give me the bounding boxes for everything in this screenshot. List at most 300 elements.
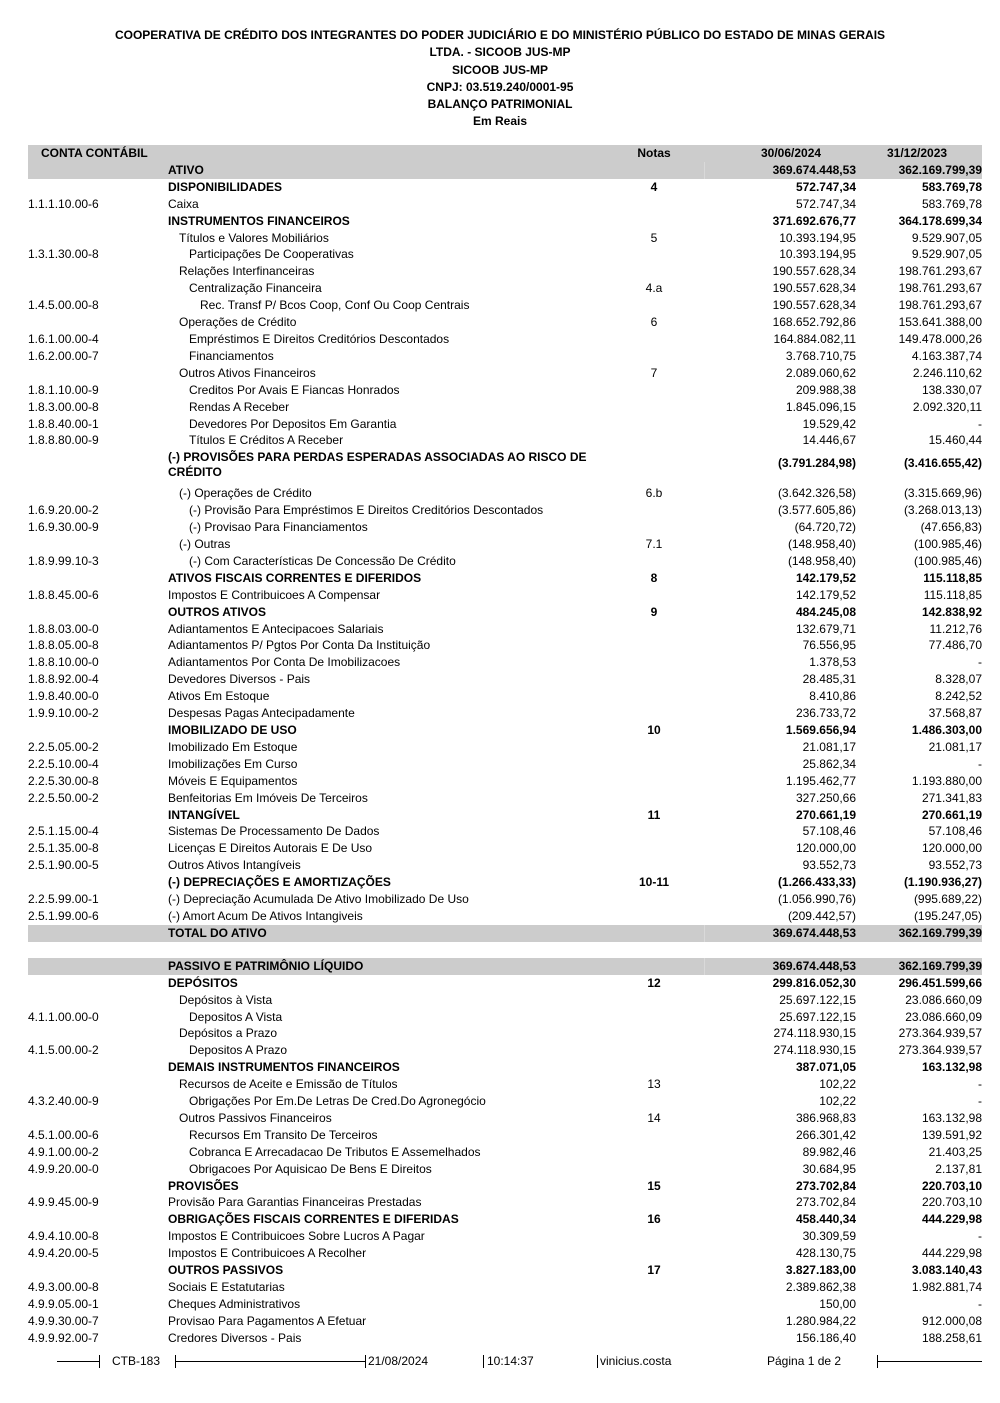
value-prior: 139.591,92 <box>921 1127 982 1142</box>
note-ref <box>604 1279 704 1296</box>
account-code <box>28 570 168 587</box>
account-code: 2.5.1.35.00-8 <box>28 841 99 856</box>
value-prior: 912.000,08 <box>921 1313 982 1328</box>
note-ref: 10-11 <box>638 875 670 890</box>
value-prior: 138.330,07 <box>921 382 982 397</box>
value-current: 76.556,95 <box>802 638 856 653</box>
account-description: (-) Amort Acum De Ativos Intangiveis <box>168 908 363 923</box>
note-ref <box>604 773 704 790</box>
note-ref <box>604 263 704 280</box>
account-code: 4.9.9.30.00-7 <box>28 1313 99 1328</box>
value-prior: - <box>978 1077 982 1092</box>
value-current: (3.577.605,86) <box>777 503 856 518</box>
value-prior: 21.403,25 <box>928 1144 982 1159</box>
value-prior: 120.000,00 <box>921 841 982 856</box>
value-current: 120.000,00 <box>795 841 856 856</box>
table-row <box>28 739 982 756</box>
account-description: Credores Diversos - Pais <box>168 1330 302 1345</box>
account-code <box>28 1110 168 1127</box>
note-ref <box>604 1313 704 1330</box>
account-code <box>28 314 168 331</box>
value-prior: 296.451.599,66 <box>898 975 982 990</box>
value-prior: 364.178.699,34 <box>898 213 982 228</box>
note-ref <box>604 790 704 807</box>
account-description: DEPÓSITOS <box>168 975 238 990</box>
note-ref <box>604 162 704 179</box>
note-ref <box>604 587 704 604</box>
value-current: 371.692.676,77 <box>772 213 856 228</box>
account-description: Títulos E Créditos A Receber <box>189 433 344 448</box>
account-code: 1.6.9.20.00-2 <box>28 503 99 518</box>
account-description: (-) PROVISÕES PARA PERDAS ESPERADAS ASSOCIADAS AO RISCO DE CRÉDITO <box>168 450 587 479</box>
account-description: Obrigacoes Por Aquisicao De Bens E Direitos <box>189 1161 432 1176</box>
value-prior: 163.132,98 <box>921 1060 982 1075</box>
value-current: (64.720,72) <box>794 520 856 535</box>
value-current: (1.266.433,33) <box>777 875 856 890</box>
table-row <box>28 1279 982 1296</box>
table-row <box>28 807 982 824</box>
account-code <box>28 449 168 485</box>
user-name: vinicius.costa <box>600 1354 672 1368</box>
table-row <box>28 790 982 807</box>
value-prior: 270.661,19 <box>921 807 982 822</box>
account-description: Depósitos a Prazo <box>179 1026 278 1041</box>
value-prior: (3.315.669,96) <box>903 486 982 501</box>
value-current: 2.389.862,38 <box>785 1280 856 1294</box>
note-ref <box>604 857 704 874</box>
column-header-description <box>168 145 604 162</box>
note-ref <box>604 739 704 756</box>
account-description: Imobilizado Em Estoque <box>168 739 298 754</box>
account-description: (-) Outras <box>179 537 231 552</box>
table-row <box>28 331 982 348</box>
value-current: 273.702,84 <box>795 1178 856 1193</box>
note-ref: 9 <box>650 604 658 619</box>
value-current: 25.697.122,15 <box>779 1009 856 1024</box>
table-row <box>28 1178 982 1195</box>
account-description: INTANGÍVEL <box>168 807 240 822</box>
note-ref <box>604 1127 704 1144</box>
value-prior: 3.083.140,43 <box>911 1263 982 1278</box>
account-description: Títulos e Valores Mobiliários <box>179 230 329 245</box>
note-ref <box>604 1093 704 1110</box>
value-current: 369.674.448,53 <box>704 925 856 942</box>
value-current: 28.485,31 <box>802 672 856 687</box>
account-description: Sistemas De Processamento De Dados <box>168 824 380 839</box>
account-description: Sociais E Estatutarias <box>168 1280 285 1294</box>
value-current: 1.280.984,22 <box>785 1313 856 1328</box>
value-prior: (100.985,46) <box>913 537 982 552</box>
table-row <box>28 1025 982 1042</box>
account-description: Cheques Administrativos <box>168 1296 301 1311</box>
note-ref <box>604 399 704 416</box>
table-row <box>28 722 982 739</box>
note-ref <box>604 621 704 638</box>
report-code: CTB-183 <box>112 1354 161 1368</box>
note-ref <box>604 213 704 230</box>
value-current: (3.791.284,98) <box>777 456 856 471</box>
value-prior: - <box>978 655 982 670</box>
account-description: (-) Operações de Crédito <box>179 486 312 501</box>
footer-rule <box>877 1361 982 1362</box>
note-ref <box>604 1009 704 1026</box>
value-current: 299.816.052,30 <box>772 975 856 990</box>
account-description: Despesas Pagas Antecipadamente <box>168 706 355 721</box>
account-code <box>28 1211 168 1228</box>
value-current: 2.089.060,62 <box>785 365 856 380</box>
account-description: Devedores Por Depositos Em Garantia <box>189 416 397 431</box>
value-current: 236.733,72 <box>795 706 856 721</box>
note-ref <box>604 756 704 773</box>
account-code: 2.5.1.90.00-5 <box>28 858 99 873</box>
value-current: 1.845.096,15 <box>785 399 856 414</box>
note-ref <box>604 823 704 840</box>
footer-tick <box>99 1355 100 1368</box>
account-code <box>28 958 168 975</box>
value-current: 14.446,67 <box>802 433 856 448</box>
value-current: 164.884.082,11 <box>773 331 856 346</box>
note-ref <box>604 297 704 314</box>
table-row <box>28 348 982 365</box>
table-row <box>28 1296 982 1313</box>
table-row <box>28 246 982 263</box>
account-description: Empréstimos E Direitos Creditórios Descontados <box>189 331 450 346</box>
account-code <box>28 722 168 739</box>
account-description: (-) DEPRECIAÇÕES E AMORTIZAÇÕES <box>168 875 391 890</box>
value-current: 572.747,34 <box>795 196 856 211</box>
account-description: Cobranca E Arrecadacao De Tributos E Assemelhados <box>189 1144 481 1159</box>
note-ref: 6 <box>650 315 658 330</box>
footer-rule <box>57 1361 99 1362</box>
value-prior: (995.689,22) <box>913 892 982 907</box>
value-prior: 273.364.939,57 <box>898 1026 982 1041</box>
note-ref <box>604 246 704 263</box>
account-description: Impostos E Contribuicoes Sobre Lucros A Pagar <box>168 1229 425 1244</box>
note-ref <box>604 1144 704 1161</box>
account-code: 1.4.5.00.00-8 <box>28 298 99 313</box>
table-row <box>28 637 982 654</box>
value-prior: (195.247,05) <box>913 908 982 923</box>
value-prior: 1.982.881,74 <box>911 1280 982 1294</box>
value-prior: 142.838,92 <box>921 604 982 619</box>
value-current: 30.309,59 <box>802 1229 856 1244</box>
account-code: 2.5.1.15.00-4 <box>28 824 99 839</box>
table-row <box>28 705 982 722</box>
account-code <box>28 365 168 382</box>
account-code <box>28 807 168 824</box>
note-ref: 17 <box>647 1263 661 1278</box>
account-description: Adiantamentos Por Conta De Imobilizacoes <box>168 655 401 670</box>
value-prior: 11.212,76 <box>929 621 982 636</box>
footer-rule <box>175 1361 365 1362</box>
note-ref <box>604 1330 704 1347</box>
note-ref <box>604 348 704 365</box>
account-code <box>28 162 168 179</box>
print-date: 21/08/2024 <box>368 1354 429 1368</box>
note-ref <box>604 1245 704 1262</box>
account-description: Móveis E Equipamentos <box>168 773 298 788</box>
footer-tick <box>365 1355 366 1368</box>
account-code: 4.9.4.10.00-8 <box>28 1229 99 1244</box>
account-description: IMOBILIZADO DE USO <box>168 723 297 737</box>
value-prior: 163.132,98 <box>921 1110 982 1125</box>
table-row <box>28 280 982 297</box>
value-prior: 4.163.387,74 <box>911 348 982 363</box>
value-prior: 198.761.293,67 <box>898 264 982 279</box>
value-current: 89.982,46 <box>802 1144 856 1159</box>
value-prior: 198.761.293,67 <box>898 298 982 313</box>
account-code: 1.3.1.30.00-8 <box>28 247 99 262</box>
note-ref: 10 <box>647 723 661 737</box>
value-current: (209.442,57) <box>787 908 856 923</box>
table-row <box>28 925 982 942</box>
account-code: 1.6.2.00.00-7 <box>28 348 99 363</box>
value-current: 428.130,75 <box>795 1246 856 1261</box>
note-ref: 7 <box>650 365 658 380</box>
value-current: 190.557.628,34 <box>772 298 856 313</box>
value-prior: - <box>978 1229 982 1244</box>
value-prior: (3.268.013,13) <box>903 503 982 518</box>
account-code: 2.2.5.50.00-2 <box>28 790 99 805</box>
note-ref <box>604 925 704 942</box>
note-ref: 7.1 <box>645 537 663 552</box>
account-description: OUTROS PASSIVOS <box>168 1263 284 1278</box>
account-code: 4.5.1.00.00-6 <box>28 1127 99 1142</box>
account-code: 2.2.5.99.00-1 <box>28 892 99 907</box>
account-code <box>28 1178 168 1195</box>
value-prior: (100.985,46) <box>913 553 982 568</box>
value-current: 274.118.930,15 <box>773 1043 856 1058</box>
value-prior: 362.169.799,39 <box>856 162 982 179</box>
value-prior: 115.118,85 <box>923 587 982 602</box>
value-prior: 273.364.939,57 <box>898 1043 982 1058</box>
value-prior: 2.246.110,62 <box>912 365 982 380</box>
table-row <box>28 1009 982 1026</box>
account-description: Devedores Diversos - Pais <box>168 672 311 687</box>
table-row <box>28 840 982 857</box>
account-description: (-) Provisao Para Financiamentos <box>189 520 368 535</box>
table-row <box>28 654 982 671</box>
value-prior: 444.229,98 <box>921 1212 982 1227</box>
account-code: 2.2.5.10.00-4 <box>28 756 99 771</box>
table-row <box>28 823 982 840</box>
value-prior: 115.118,85 <box>923 570 982 585</box>
table-row <box>28 1245 982 1262</box>
account-description: Caixa <box>168 196 199 211</box>
account-code <box>28 230 168 247</box>
table-row <box>28 1228 982 1245</box>
account-description: Rendas A Receber <box>189 399 290 414</box>
table-row <box>28 449 982 485</box>
note-ref <box>604 840 704 857</box>
account-code <box>28 975 168 992</box>
value-prior: 362.169.799,39 <box>856 925 982 942</box>
note-ref <box>604 1194 704 1211</box>
table-row <box>28 1313 982 1330</box>
table-row <box>28 621 982 638</box>
note-ref: 4 <box>650 179 658 194</box>
note-ref <box>604 688 704 705</box>
account-code: 1.8.8.10.00-0 <box>28 655 99 670</box>
value-current: 19.529,42 <box>802 416 856 431</box>
value-current: (3.642.326,58) <box>777 486 856 501</box>
account-description: Depósitos à Vista <box>179 992 273 1007</box>
account-code: 1.9.8.40.00-0 <box>28 689 99 704</box>
table-row <box>28 196 982 213</box>
note-ref: 5 <box>650 230 658 245</box>
account-code: 4.1.5.00.00-2 <box>28 1043 99 1058</box>
account-description: Outros Passivos Financeiros <box>179 1110 332 1125</box>
value-current: 30.684,95 <box>802 1161 856 1176</box>
account-code <box>28 536 168 553</box>
value-current: 25.697.122,15 <box>779 992 856 1007</box>
table-row <box>28 857 982 874</box>
table-row <box>28 688 982 705</box>
value-prior: 444.229,98 <box>921 1246 982 1261</box>
note-ref: 8 <box>650 570 658 585</box>
account-code: 4.1.1.00.00-0 <box>28 1009 99 1024</box>
footer-tick <box>483 1355 484 1368</box>
account-description: OUTROS ATIVOS <box>168 604 267 619</box>
account-code: 4.9.9.05.00-1 <box>28 1296 99 1311</box>
value-prior: 220.703,10 <box>921 1195 982 1210</box>
table-row <box>28 485 982 502</box>
note-ref <box>604 891 704 908</box>
value-current: 369.674.448,53 <box>704 958 856 975</box>
account-description: Rec. Transf P/ Bcos Coop, Conf Ou Coop Centrais <box>200 298 470 313</box>
table-row <box>28 502 982 519</box>
table-row <box>28 230 982 247</box>
table-row <box>28 1127 982 1144</box>
table-row <box>28 365 982 382</box>
note-ref <box>604 553 704 570</box>
value-prior: (3.416.655,42) <box>903 456 982 471</box>
table-row <box>28 1144 982 1161</box>
note-ref: 4.a <box>645 281 663 296</box>
value-current: 273.702,84 <box>795 1195 856 1210</box>
note-ref <box>604 637 704 654</box>
value-prior: 23.086.660,09 <box>905 992 982 1007</box>
account-code <box>28 280 168 297</box>
account-code <box>28 604 168 621</box>
note-ref <box>604 519 704 536</box>
account-code: 1.6.9.30.00-9 <box>28 520 99 535</box>
table-row <box>28 908 982 925</box>
note-ref <box>604 331 704 348</box>
value-current: 266.301,42 <box>795 1127 856 1142</box>
account-code: 4.9.4.20.00-5 <box>28 1246 99 1261</box>
value-current: (1.056.990,76) <box>777 892 856 907</box>
account-code: 1.8.8.05.00-8 <box>28 638 99 653</box>
account-description: Operações de Crédito <box>179 315 297 330</box>
table-row <box>28 1042 982 1059</box>
note-ref: 12 <box>647 975 661 990</box>
table-row <box>28 975 982 992</box>
account-code: 2.5.1.99.00-6 <box>28 908 99 923</box>
account-description: Adiantamentos P/ Pgtos Por Conta Da Instituição <box>168 638 431 653</box>
account-code: 1.8.8.03.00-0 <box>28 621 99 636</box>
account-description: Relações Interfinanceiras <box>179 264 315 279</box>
table-row <box>28 604 982 621</box>
table-row <box>28 399 982 416</box>
section-spacer <box>28 942 982 958</box>
footer-tick <box>597 1355 598 1368</box>
note-ref <box>604 705 704 722</box>
account-code: 1.8.8.80.00-9 <box>28 433 99 448</box>
account-code <box>28 1059 168 1076</box>
report-footer <box>0 1352 1000 1372</box>
account-description: Benfeitorias Em Imóveis De Terceiros <box>168 790 368 805</box>
value-current: 57.108,46 <box>802 824 856 839</box>
value-prior: 2.137,81 <box>935 1161 982 1176</box>
account-code: 2.2.5.05.00-2 <box>28 739 99 754</box>
account-description: Depositos A Vista <box>189 1009 283 1024</box>
account-description: Recursos Em Transito De Terceiros <box>189 1127 378 1142</box>
note-ref: 15 <box>647 1178 661 1193</box>
table-row <box>28 179 982 196</box>
account-description: Provisão Para Garantias Financeiras Prestadas <box>168 1195 422 1210</box>
account-code <box>28 992 168 1009</box>
account-description: Financiamentos <box>189 348 274 363</box>
account-description: PROVISÕES <box>168 1178 239 1193</box>
table-row <box>28 1059 982 1076</box>
value-prior: 149.478.000,26 <box>898 331 982 346</box>
value-current: 150,00 <box>819 1296 856 1311</box>
account-description: OBRIGAÇÕES FISCAIS CORRENTES E DIFERIDAS <box>168 1212 459 1227</box>
note-ref <box>604 1228 704 1245</box>
value-current: 274.118.930,15 <box>773 1026 856 1041</box>
note-ref <box>604 908 704 925</box>
value-prior: 23.086.660,09 <box>905 1009 982 1024</box>
account-description: (-) Depreciação Acumulada De Ativo Imobilizado De Uso <box>168 892 469 907</box>
account-code: 4.3.2.40.00-9 <box>28 1094 99 1109</box>
account-code <box>28 263 168 280</box>
table-row <box>28 416 982 433</box>
value-current: 1.195.462,77 <box>785 773 856 788</box>
account-description: Licenças E Direitos Autorais E De Uso <box>168 841 373 856</box>
assets-section <box>28 162 982 942</box>
table-row <box>28 1262 982 1279</box>
value-prior: - <box>978 1094 982 1109</box>
value-current: 93.552,73 <box>802 858 856 873</box>
value-current: 1.569.656,94 <box>785 723 856 737</box>
value-prior: 8.242,52 <box>935 689 982 704</box>
value-current: 484.245,08 <box>795 604 856 619</box>
table-row <box>28 756 982 773</box>
account-description: (-) Provisão Para Empréstimos E Direitos Creditórios Descontados <box>189 503 544 518</box>
note-ref <box>604 671 704 688</box>
value-current: 190.557.628,34 <box>772 281 856 296</box>
column-header-account: CONTA CONTÁBIL <box>28 145 168 162</box>
table-row <box>28 1211 982 1228</box>
value-prior: - <box>978 416 982 431</box>
value-prior: 9.529.907,05 <box>911 247 982 262</box>
value-current: 387.071,05 <box>795 1060 856 1075</box>
note-ref <box>604 196 704 213</box>
value-current: 142.179,52 <box>795 570 856 585</box>
balance-sheet-table <box>28 145 982 1347</box>
value-prior: 9.529.907,05 <box>911 230 982 245</box>
note-ref <box>604 1161 704 1178</box>
account-description: Impostos E Contribuicoes A Compensar <box>168 587 381 602</box>
value-prior: 198.761.293,67 <box>898 281 982 296</box>
value-current: 209.988,38 <box>795 382 856 397</box>
account-description: Depositos A Prazo <box>189 1043 288 1058</box>
account-description: Impostos E Contribuicoes A Recolher <box>168 1246 367 1261</box>
account-description: PASSIVO E PATRIMÔNIO LÍQUIDO <box>168 958 604 975</box>
table-row <box>28 263 982 280</box>
account-code: 4.9.9.45.00-9 <box>28 1195 99 1210</box>
